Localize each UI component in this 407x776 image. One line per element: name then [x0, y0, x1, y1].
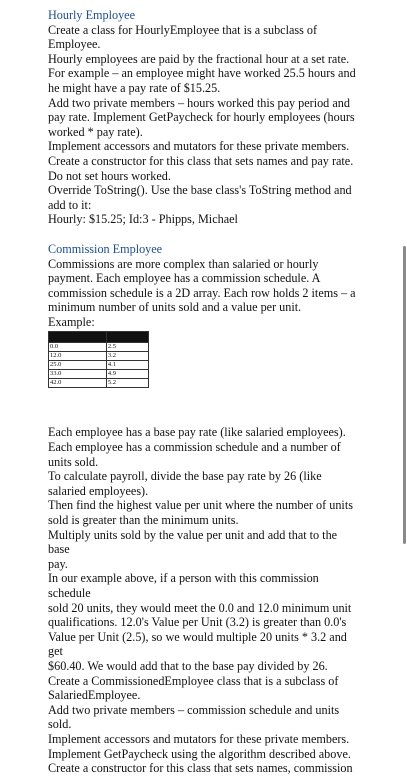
text-line: sold.: [48, 717, 72, 732]
table-header-cell: [49, 332, 107, 343]
table-header-row: [49, 332, 149, 343]
section-spacer: [48, 227, 360, 242]
text-line: Create a CommissionedEmployee class that is a subclass of: [48, 673, 339, 688]
min-units-cell: 12.0: [49, 352, 107, 361]
text-line: Implement accessors and mutators for these private members.: [48, 139, 350, 154]
text-line: sold is greater than the minimum units.: [48, 513, 239, 528]
text-line: Create a class for HourlyEmployee that is a subclass of: [48, 22, 318, 37]
vertical-scrollbar[interactable]: [403, 246, 406, 544]
text-line: sold 20 units, they would meet the 0.0 and 12.0 minimum unit: [48, 600, 352, 615]
text-line: minimum number of units sold and a value per unit.: [48, 300, 302, 315]
value-per-unit-cell: 2.5: [106, 343, 148, 352]
text-line: Commissions are more complex than salaried or hourly: [48, 256, 319, 271]
value-per-unit-cell: 3.2: [106, 352, 148, 361]
table-row: [49, 352, 149, 361]
text-line: pay.: [48, 556, 68, 571]
document-page: [48, 8, 360, 776]
example-label: Example:: [48, 314, 95, 329]
text-line: he might have a pay rate of $15.25.: [48, 80, 221, 95]
text-line: Implement accessors and mutators for these private members.: [48, 731, 350, 746]
text-line: qualifications. 12.0's Value per Unit (3.2) is greater than 0.0's: [48, 615, 347, 630]
text-line: Override ToString(). Use the base class's ToString method and: [48, 183, 352, 198]
text-line: Value per Unit (2.5), so we would multiple 20 units * 3.2 and get: [48, 629, 347, 659]
text-line: worked * pay rate).: [48, 124, 143, 139]
text-line: Employee.: [48, 37, 101, 52]
text-line: Create a constructor for this class that sets names and pay rate.: [48, 153, 354, 168]
text-line: To calculate payroll, divide the base pay rate by 26 (like: [48, 469, 322, 484]
min-units-cell: 42.0: [49, 379, 107, 388]
hourly-example-output: Hourly: $15.25; Id:3 - Phipps, Michael: [48, 212, 238, 227]
text-line: Each employee has a base pay rate (like salaried employees).: [48, 425, 346, 440]
commission-body: [48, 425, 360, 775]
min-units-cell: 0.0: [49, 343, 107, 352]
text-line: Do not set hours worked.: [48, 168, 171, 183]
text-line: payment. Each employee has a commission schedule. A: [48, 271, 321, 286]
hourly-employee-body: [48, 23, 360, 227]
text-line: units sold.: [48, 454, 99, 469]
table-header-cell: [106, 332, 148, 343]
min-units-cell: 25.0: [49, 361, 107, 370]
min-units-cell: 33.0: [49, 370, 107, 379]
text-line: Implement GetPaycheck using the algorithm described above.: [48, 746, 351, 761]
text-line: commission schedule is a 2D array. Each row holds 2 items – a: [48, 285, 356, 300]
table-row: [49, 370, 149, 379]
value-per-unit-cell: 5.2: [106, 379, 148, 388]
text-line: $60.40. We would add that to the base pay divided by 26.: [48, 658, 328, 673]
text-line: salaried employees).: [48, 483, 149, 498]
text-line: Hourly employees are paid by the fractional hour at a set rate.: [48, 51, 350, 66]
text-line: Create a constructor for this class that sets names, commission: [48, 761, 353, 776]
table-row: [49, 361, 149, 370]
text-line: Each employee has a commission schedule and a number of: [48, 440, 341, 455]
value-per-unit-cell: 4.1: [106, 361, 148, 370]
text-line: add to it:: [48, 197, 92, 212]
text-line: Add two private members – commission schedule and units: [48, 702, 340, 717]
value-per-unit-cell: 4.9: [106, 370, 148, 379]
text-line: Add two private members – hours worked this pay period and: [48, 95, 350, 110]
text-line: Multiply units sold by the value per unit and add that to the base: [48, 527, 338, 557]
table-spacer: [48, 388, 360, 425]
table-row: [49, 343, 149, 352]
table-row: [49, 379, 149, 388]
text-line: pay rate. Implement GetPaycheck for hourly employees (hours: [48, 110, 355, 125]
hourly-employee-heading: Hourly Employee: [48, 8, 135, 22]
commission-employee-heading: Commission Employee: [48, 241, 163, 256]
commission-schedule-table: [48, 331, 149, 388]
commission-intro: [48, 257, 360, 315]
text-line: SalariedEmployee.: [48, 688, 141, 703]
text-line: For example – an employee might have worked 25.5 hours and: [48, 66, 356, 81]
text-line: Then find the highest value per unit where the number of units: [48, 498, 353, 513]
text-line: In our example above, if a person with this commission schedule: [48, 571, 319, 600]
